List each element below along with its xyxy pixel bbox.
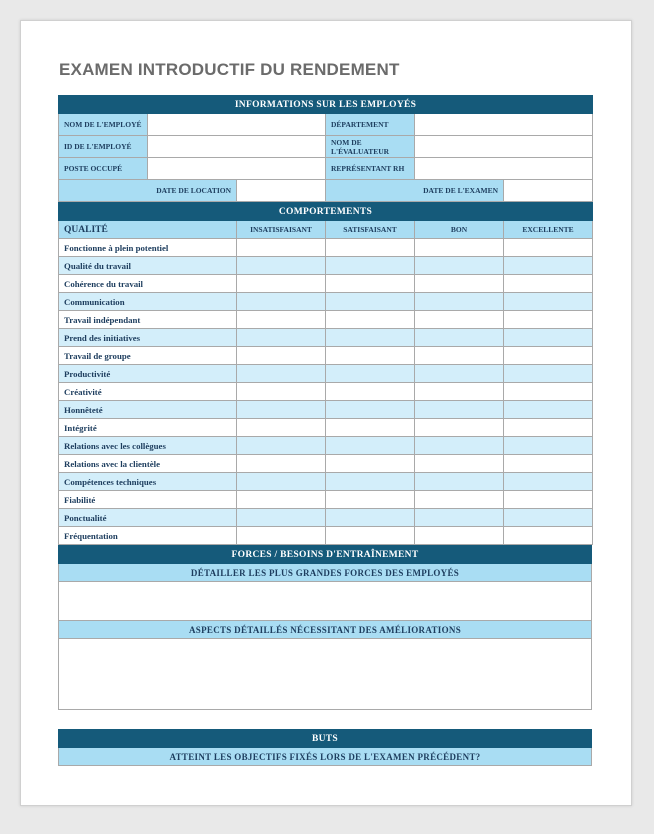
rating-cell-satisfactory[interactable] — [326, 275, 415, 293]
rating-cell-excellent[interactable] — [504, 347, 593, 365]
rating-cell-excellent[interactable] — [504, 293, 593, 311]
goals-table — [58, 729, 592, 766]
behavior-row — [59, 311, 593, 329]
behavior-label: Honnêteté — [59, 401, 237, 419]
hire-date-field[interactable] — [237, 180, 326, 202]
column-header-excellent: EXCELLENTE — [504, 221, 593, 239]
rating-cell-good[interactable] — [415, 455, 504, 473]
rating-cell-good[interactable] — [415, 239, 504, 257]
rating-cell-unsatisfactory[interactable] — [237, 365, 326, 383]
rating-cell-satisfactory[interactable] — [326, 293, 415, 311]
rating-cell-unsatisfactory[interactable] — [237, 293, 326, 311]
behavior-label: Qualité du travail — [59, 257, 237, 275]
hr-rep-field[interactable] — [415, 158, 593, 180]
rating-cell-good[interactable] — [415, 401, 504, 419]
rating-cell-unsatisfactory[interactable] — [237, 239, 326, 257]
rating-cell-satisfactory[interactable] — [326, 491, 415, 509]
goals-section — [58, 729, 592, 766]
employee-info-table — [58, 95, 593, 202]
behavior-row — [59, 473, 593, 491]
rating-cell-excellent[interactable] — [504, 455, 593, 473]
rating-cell-good[interactable] — [415, 347, 504, 365]
employee-id-field[interactable] — [148, 136, 326, 158]
behavior-row — [59, 401, 593, 419]
behavior-row — [59, 509, 593, 527]
employee-id-label: ID DE L'EMPLOYÉ — [59, 136, 148, 158]
rating-cell-excellent[interactable] — [504, 437, 593, 455]
strengths-table — [58, 545, 592, 710]
rating-cell-excellent[interactable] — [504, 419, 593, 437]
behavior-row — [59, 347, 593, 365]
improvements-field[interactable] — [59, 639, 592, 710]
behavior-row — [59, 257, 593, 275]
rating-cell-satisfactory[interactable] — [326, 347, 415, 365]
rating-cell-excellent[interactable] — [504, 383, 593, 401]
review-date-field[interactable] — [504, 180, 593, 202]
employee-name-field[interactable] — [148, 114, 326, 136]
rating-cell-good[interactable] — [415, 365, 504, 383]
behavior-label: Compétences techniques — [59, 473, 237, 491]
behavior-label: Ponctualité — [59, 509, 237, 527]
rating-cell-excellent[interactable] — [504, 473, 593, 491]
review-date-label: DATE DE L'EXAMEN — [326, 180, 504, 202]
behavior-row — [59, 437, 593, 455]
document-page — [20, 20, 632, 806]
rating-cell-satisfactory[interactable] — [326, 419, 415, 437]
behavior-row — [59, 239, 593, 257]
rating-cell-good[interactable] — [415, 473, 504, 491]
behavior-row — [59, 365, 593, 383]
behavior-label: Travail de groupe — [59, 347, 237, 365]
column-header-satisfactory: SATISFAISANT — [326, 221, 415, 239]
behavior-label: Communication — [59, 293, 237, 311]
behavior-label: Prend des initiatives — [59, 329, 237, 347]
behaviors-header: COMPORTEMENTS — [59, 203, 593, 221]
rating-cell-good[interactable] — [415, 419, 504, 437]
rating-cell-excellent[interactable] — [504, 401, 593, 419]
department-label: DÉPARTEMENT — [326, 114, 415, 136]
rating-cell-unsatisfactory[interactable] — [237, 275, 326, 293]
position-field[interactable] — [148, 158, 326, 180]
rating-cell-excellent[interactable] — [504, 239, 593, 257]
reviewer-name-field[interactable] — [415, 136, 593, 158]
rating-cell-good[interactable] — [415, 275, 504, 293]
rating-cell-excellent[interactable] — [504, 257, 593, 275]
rating-cell-satisfactory[interactable] — [326, 365, 415, 383]
behavior-row — [59, 275, 593, 293]
behavior-row — [59, 383, 593, 401]
behavior-label: Fonctionne à plein potentiel — [59, 239, 237, 257]
behavior-label: Intégrité — [59, 419, 237, 437]
employee-info-header: INFORMATIONS SUR LES EMPLOYÉS — [59, 96, 593, 114]
column-header-quality: QUALITÉ — [59, 221, 237, 239]
goals-question: ATTEINT LES OBJECTIFS FIXÉS LORS DE L'EXAMEN PRÉCÉDENT? — [59, 748, 592, 766]
column-header-good: BON — [415, 221, 504, 239]
behavior-label: Travail indépendant — [59, 311, 237, 329]
strengths-header: FORCES / BESOINS D'ENTRAÎNEMENT — [59, 546, 592, 564]
rating-cell-excellent[interactable] — [504, 509, 593, 527]
behavior-label: Fréquentation — [59, 527, 237, 545]
strengths-field[interactable] — [59, 582, 592, 621]
rating-cell-satisfactory[interactable] — [326, 311, 415, 329]
hr-rep-label: REPRÉSENTANT RH — [326, 158, 415, 180]
behavior-row — [59, 329, 593, 347]
rating-cell-good[interactable] — [415, 257, 504, 275]
rating-cell-good[interactable] — [415, 527, 504, 545]
goals-header: BUTS — [59, 730, 592, 748]
behavior-row — [59, 527, 593, 545]
employee-name-label: NOM DE L'EMPLOYÉ — [59, 114, 148, 136]
rating-cell-unsatisfactory[interactable] — [237, 329, 326, 347]
rating-cell-unsatisfactory[interactable] — [237, 383, 326, 401]
review-form — [58, 95, 592, 710]
rating-cell-unsatisfactory[interactable] — [237, 311, 326, 329]
behaviors-rows — [59, 239, 593, 545]
rating-cell-satisfactory[interactable] — [326, 257, 415, 275]
rating-cell-good[interactable] — [415, 491, 504, 509]
rating-cell-excellent[interactable] — [504, 311, 593, 329]
strengths-label: DÉTAILLER LES PLUS GRANDES FORCES DES EMPLOYÉS — [59, 564, 592, 582]
behavior-row — [59, 293, 593, 311]
behavior-row — [59, 419, 593, 437]
rating-cell-satisfactory[interactable] — [326, 437, 415, 455]
rating-cell-satisfactory[interactable] — [326, 383, 415, 401]
rating-cell-unsatisfactory[interactable] — [237, 509, 326, 527]
rating-cell-satisfactory[interactable] — [326, 509, 415, 527]
rating-cell-satisfactory[interactable] — [326, 329, 415, 347]
behavior-label: Fiabilité — [59, 491, 237, 509]
rating-cell-unsatisfactory[interactable] — [237, 437, 326, 455]
rating-cell-good[interactable] — [415, 437, 504, 455]
rating-cell-satisfactory[interactable] — [326, 401, 415, 419]
reviewer-name-label: NOM DE L'ÉVALUATEUR — [326, 136, 415, 158]
rating-cell-satisfactory[interactable] — [326, 527, 415, 545]
document-title: EXAMEN INTRODUCTIF DU RENDEMENT — [59, 60, 400, 79]
rating-cell-excellent[interactable] — [504, 365, 593, 383]
behavior-label: Productivité — [59, 365, 237, 383]
improvements-label: ASPECTS DÉTAILLÉS NÉCESSITANT DES AMÉLIORATIONS — [59, 621, 592, 639]
rating-cell-unsatisfactory[interactable] — [237, 347, 326, 365]
behavior-row — [59, 455, 593, 473]
rating-cell-excellent[interactable] — [504, 329, 593, 347]
rating-cell-unsatisfactory[interactable] — [237, 401, 326, 419]
behavior-label: Relations avec la clientèle — [59, 455, 237, 473]
rating-cell-satisfactory[interactable] — [326, 239, 415, 257]
rating-cell-unsatisfactory[interactable] — [237, 455, 326, 473]
rating-cell-excellent[interactable] — [504, 491, 593, 509]
rating-cell-satisfactory[interactable] — [326, 455, 415, 473]
rating-cell-good[interactable] — [415, 383, 504, 401]
rating-cell-satisfactory[interactable] — [326, 473, 415, 491]
behaviors-table — [58, 202, 593, 545]
position-label: POSTE OCCUPÉ — [59, 158, 148, 180]
rating-cell-good[interactable] — [415, 311, 504, 329]
hire-date-label: DATE DE LOCATION — [59, 180, 237, 202]
rating-cell-good[interactable] — [415, 329, 504, 347]
department-field[interactable] — [415, 114, 593, 136]
rating-cell-unsatisfactory[interactable] — [237, 473, 326, 491]
rating-cell-excellent[interactable] — [504, 275, 593, 293]
rating-cell-unsatisfactory[interactable] — [237, 491, 326, 509]
behavior-row — [59, 491, 593, 509]
behavior-label: Créativité — [59, 383, 237, 401]
rating-cell-unsatisfactory[interactable] — [237, 257, 326, 275]
rating-cell-good[interactable] — [415, 509, 504, 527]
behavior-label: Relations avec les collègues — [59, 437, 237, 455]
rating-cell-unsatisfactory[interactable] — [237, 419, 326, 437]
rating-cell-good[interactable] — [415, 293, 504, 311]
rating-cell-excellent[interactable] — [504, 527, 593, 545]
behavior-label: Cohérence du travail — [59, 275, 237, 293]
column-header-unsatisfactory: INSATISFAISANT — [237, 221, 326, 239]
rating-cell-unsatisfactory[interactable] — [237, 527, 326, 545]
